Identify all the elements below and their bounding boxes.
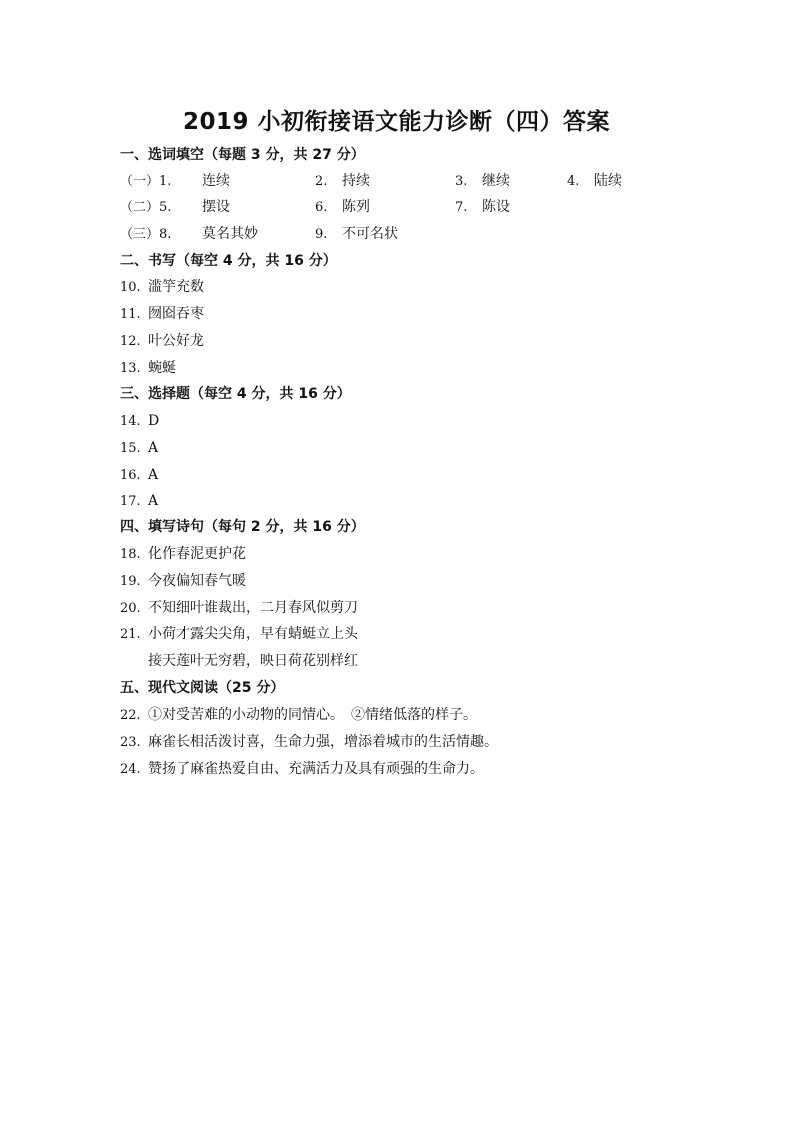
answer-line: 24. 赞扬了麻雀热爱自由、充满活力及具有顽强的生命力。 [120, 761, 484, 777]
answer-row-1 [120, 172, 680, 190]
answer-line: 15. A [120, 440, 159, 456]
answer-row-2 [120, 198, 680, 216]
answer-item: 6. 陈列 [315, 199, 370, 215]
page-title: 2019 小初衔接语文能力诊断（四）答案 [182, 109, 611, 135]
answer-item: 2. 持续 [315, 173, 370, 189]
answer-line: 16. A [120, 467, 159, 483]
answer-line: 20. 不知细叶谁裁出，二月春风似剪刀 [120, 600, 358, 616]
answer-line: 21. 小荷才露尖尖角，早有蜻蜓立上头 [120, 626, 358, 642]
answer-item: 9. 不可名状 [315, 226, 398, 242]
answer-line: 13. 蜿蜒 [120, 360, 176, 376]
answer-text: 连续 [202, 173, 230, 189]
answer-line: 22. ①对受苦难的小动物的同情心。 ②情绪低落的样子。 [120, 707, 477, 723]
answer-line: 23. 麻雀长相活泼讨喜，生命力强，增添着城市的生活情趣。 [120, 734, 498, 750]
section-heading-3: 三、选择题（每空 4 分，共 16 分） [120, 386, 351, 402]
answer-text: 莫名其妙 [202, 226, 258, 242]
answer-row-3 [120, 225, 680, 243]
answer-continuation: 接天莲叶无穷碧，映日荷花别样红 [148, 653, 358, 669]
answer-item: 7. 陈设 [455, 199, 510, 215]
answer-line: 11. 囫囵吞枣 [120, 306, 204, 322]
row-prefix: （三）8. [120, 227, 172, 242]
answer-line: 19. 今夜偏知春气暖 [120, 573, 246, 589]
answer-line: 10. 滥竽充数 [120, 279, 204, 295]
answer-text: 摆设 [202, 199, 230, 215]
answer-line: 14. D [120, 413, 160, 429]
section-heading-1: 一、选词填空（每题 3 分，共 27 分） [120, 147, 365, 163]
answer-item: 4. 陆续 [567, 173, 622, 189]
answer-line: 12. 叶公好龙 [120, 333, 204, 349]
section-heading-4: 四、填写诗句（每句 2 分，共 16 分） [120, 519, 365, 535]
answer-item: 3. 继续 [455, 173, 510, 189]
section-heading-2: 二、书写（每空 4 分，共 16 分） [120, 253, 337, 269]
row-prefix: （一）1. [120, 174, 172, 189]
answer-line: 18. 化作春泥更护花 [120, 546, 246, 562]
answer-line: 17. A [120, 493, 159, 509]
section-heading-5: 五、现代文阅读（25 分） [120, 680, 285, 696]
row-prefix: （二）5. [120, 200, 172, 215]
